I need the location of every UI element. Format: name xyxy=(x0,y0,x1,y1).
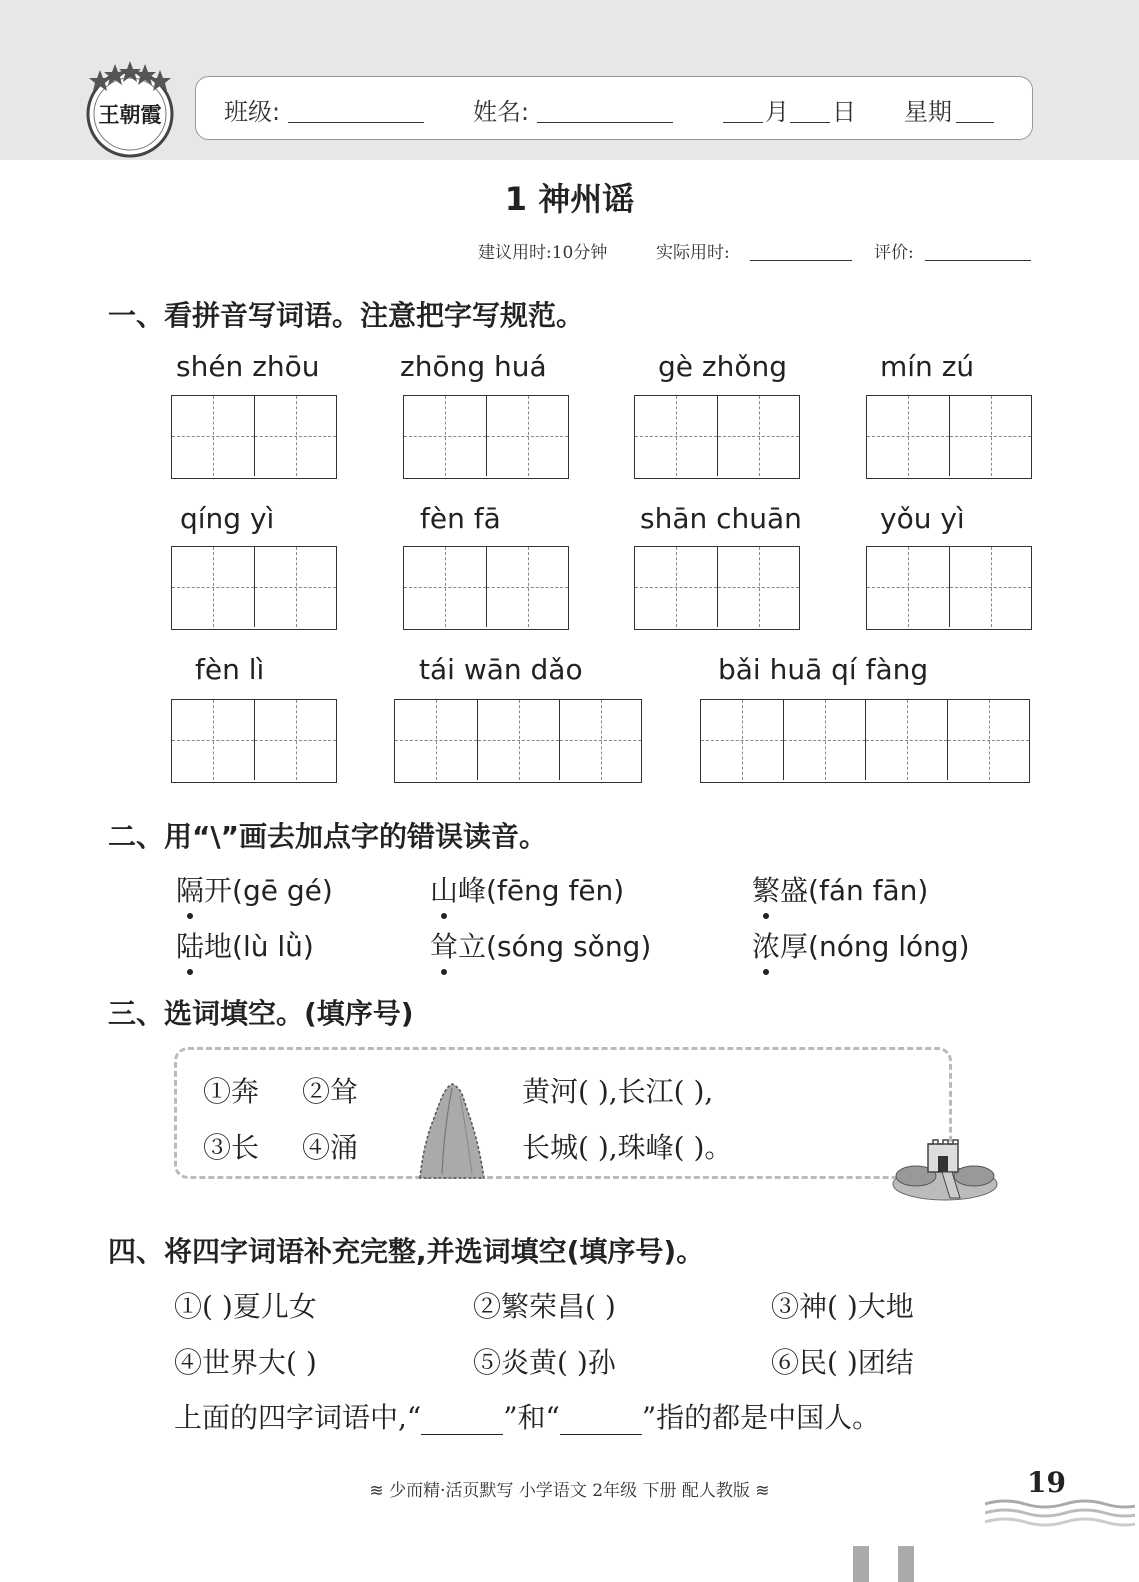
day-label: 日 xyxy=(832,98,856,126)
choice-option: ①奔 xyxy=(203,1075,260,1108)
idiom-item[interactable]: ④世界大( ) xyxy=(174,1346,317,1379)
actual-time-label: 实际用时: xyxy=(656,243,730,263)
writing-grid[interactable] xyxy=(866,395,1032,479)
writing-grid[interactable] xyxy=(634,395,800,479)
fill-line-2[interactable]: 长城( ),珠峰( )。 xyxy=(522,1131,733,1164)
pinyin-label: fèn fā xyxy=(420,502,501,535)
choice-option: ②耸 xyxy=(302,1075,359,1108)
pinyin-label: qíng yì xyxy=(180,502,275,535)
writing-grid[interactable] xyxy=(700,699,1030,783)
blank-field[interactable] xyxy=(421,1401,503,1435)
writing-grid[interactable] xyxy=(171,546,337,630)
section1-heading: 一、看拼音写词语。注意把字写规范。 xyxy=(108,299,585,332)
name-label: 姓名: xyxy=(473,98,530,126)
pinyin-label: shān chuān xyxy=(640,502,802,535)
idiom-item[interactable]: ⑤炎黄( )孙 xyxy=(473,1346,616,1379)
writing-grid[interactable] xyxy=(394,699,642,783)
rating-field[interactable] xyxy=(925,260,1031,261)
svg-text:王朝霞: 王朝霞 xyxy=(98,102,162,127)
binding-mark xyxy=(853,1546,869,1582)
fill-line-1[interactable]: 黄河( ),长江( ), xyxy=(522,1075,714,1108)
blank-field[interactable] xyxy=(560,1401,642,1435)
writing-grid[interactable] xyxy=(634,546,800,630)
rating-label: 评价: xyxy=(874,243,914,263)
pronunciation-item[interactable]: 繁盛(fán fān) xyxy=(752,869,928,909)
idiom-item[interactable]: ③神( )大地 xyxy=(771,1290,914,1323)
idiom-item[interactable]: ①( )夏儿女 xyxy=(174,1290,317,1323)
summary-sentence: 上面的四字词语中,“ ”和“ ”指的都是中国人。 xyxy=(174,1401,881,1434)
class-label: 班级: xyxy=(224,98,281,126)
writing-grid[interactable] xyxy=(171,395,337,479)
pinyin-label: bǎi huā qí fàng xyxy=(718,653,929,686)
day-field[interactable] xyxy=(790,122,830,123)
writing-grid[interactable] xyxy=(403,546,569,630)
pronunciation-item[interactable]: 山峰(fēng fēn) xyxy=(430,869,624,909)
pronunciation-item[interactable]: 耸立(sóng sǒng) xyxy=(430,925,651,965)
month-field[interactable] xyxy=(723,122,763,123)
pinyin-label: mín zú xyxy=(880,350,975,383)
great-wall-icon xyxy=(890,1138,1000,1204)
pinyin-label: shén zhōu xyxy=(176,350,320,383)
suggested-time: 建议用时:10分钟 xyxy=(478,243,608,263)
pinyin-label: tái wān dǎo xyxy=(419,653,583,686)
lesson-title: 1 神州谣 xyxy=(504,180,635,218)
section2-heading: 二、用“\”画去加点字的错误读音。 xyxy=(108,820,548,853)
section4-heading: 四、将四字词语补充完整,并选词填空(填序号)。 xyxy=(108,1235,705,1268)
idiom-item[interactable]: ②繁荣昌( ) xyxy=(473,1290,616,1323)
class-field[interactable] xyxy=(288,122,424,123)
month-label: 月 xyxy=(765,98,789,126)
page-number: 19 xyxy=(1027,1466,1066,1499)
writing-grid[interactable] xyxy=(403,395,569,479)
pinyin-label: zhōng huá xyxy=(400,350,547,383)
section3-heading: 三、选词填空。(填序号) xyxy=(108,997,414,1030)
mountain-peak-icon xyxy=(412,1078,492,1182)
pronunciation-item[interactable]: 陆地(lù lǜ) xyxy=(176,925,314,965)
pinyin-label: fèn lì xyxy=(195,653,265,686)
publisher-logo xyxy=(80,58,180,158)
pronunciation-item[interactable]: 浓厚(nóng lóng) xyxy=(752,925,970,965)
weekday-label: 星期 xyxy=(904,98,952,126)
choice-option: ③长 xyxy=(203,1131,260,1164)
writing-grid[interactable] xyxy=(171,699,337,783)
pronunciation-item[interactable]: 隔开(gē gé) xyxy=(176,869,333,909)
writing-grid[interactable] xyxy=(866,546,1032,630)
footer-text: ≋ 少而精·活页默写 小学语文 2年级 下册 配人教版 ≋ xyxy=(369,1481,770,1501)
wave-decoration-icon xyxy=(985,1496,1135,1528)
pinyin-label: gè zhǒng xyxy=(658,350,787,383)
weekday-field[interactable] xyxy=(956,122,994,123)
idiom-item[interactable]: ⑥民( )团结 xyxy=(771,1346,914,1379)
actual-time-field[interactable] xyxy=(750,260,852,261)
student-info-bar xyxy=(195,76,1033,140)
name-field[interactable] xyxy=(537,122,673,123)
pinyin-label: yǒu yì xyxy=(880,502,965,535)
choice-option: ④涌 xyxy=(302,1131,359,1164)
binding-mark xyxy=(898,1546,914,1582)
